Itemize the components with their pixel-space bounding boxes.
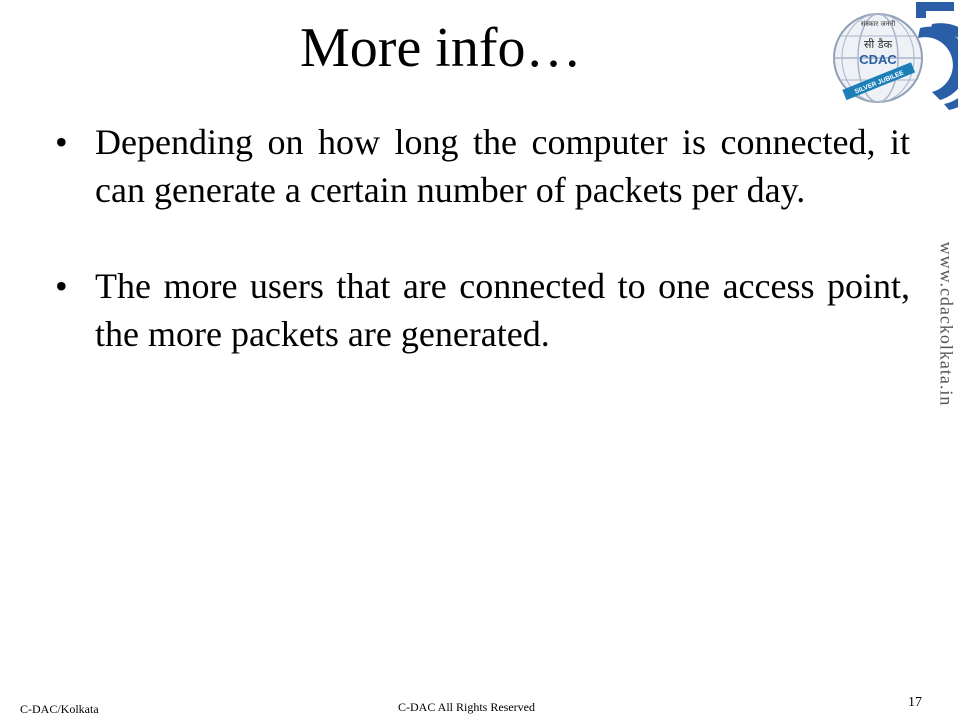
bullet-dot-icon: • <box>55 122 68 162</box>
side-website-url <box>936 224 956 424</box>
side-url-text: www.cdackolkata.in <box>936 241 957 407</box>
logo-hindi-top-text: संस्कार जननी <box>860 20 896 28</box>
bullet-item <box>55 262 910 358</box>
cdac-logo-icon <box>828 0 958 118</box>
footer-organization: C-DAC/Kolkata <box>20 702 99 716</box>
logo-brand-text: CDAC <box>859 52 897 67</box>
logo-ribbon-text: SILVER JUBILEE <box>853 69 905 96</box>
bullet-text: The more users that are connected to one access point, the more packets are generated. <box>95 266 910 354</box>
footer-copyright: C-DAC All Rights Reserved <box>398 700 535 714</box>
cdac-silver-jubilee-logo <box>828 0 958 118</box>
logo-hindi-name-text: सी डैक <box>863 38 893 51</box>
bullet-list <box>55 118 910 358</box>
page-number: 17 <box>908 695 922 710</box>
bullet-item <box>55 118 910 214</box>
bullet-text: Depending on how long the computer is connected, it can generate a certain number of packets per day. <box>95 122 910 210</box>
bullet-dot-icon: • <box>55 266 68 306</box>
slide-title: More info… <box>300 17 582 79</box>
